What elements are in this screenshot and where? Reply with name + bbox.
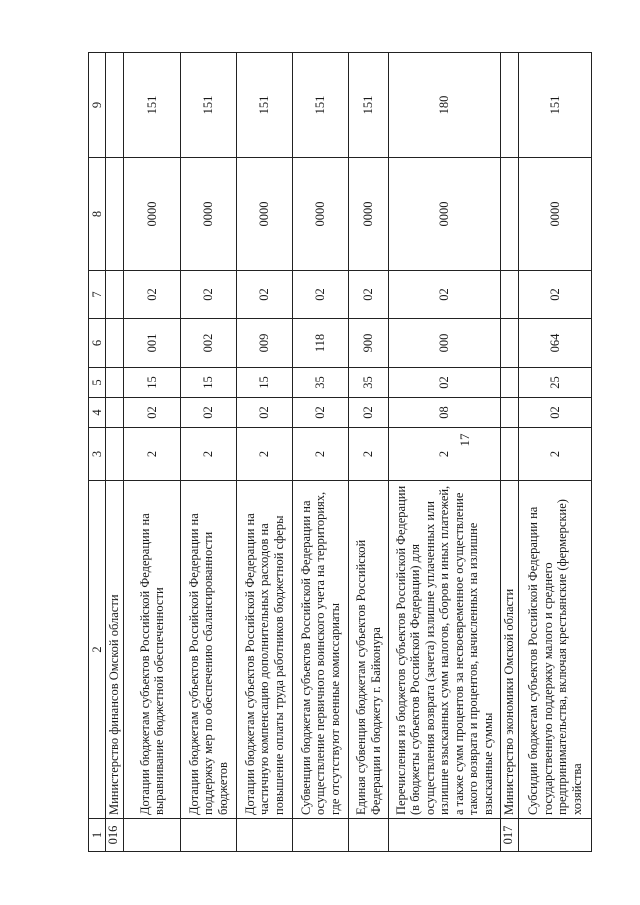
cell-c9: 180 [389, 53, 501, 158]
cell-c3: 2 [237, 428, 293, 481]
cell-c4: 02 [293, 398, 349, 428]
table-row [349, 53, 389, 852]
cell-c5: 02 [389, 368, 501, 398]
table-row [389, 53, 501, 852]
cell-c7: 02 [389, 271, 501, 319]
col-header-1: 1 [89, 819, 106, 852]
cell-c6: 001 [124, 319, 181, 368]
cell-c4: 02 [349, 398, 389, 428]
table-row [124, 53, 181, 852]
cell-c7: 02 [237, 271, 293, 319]
budget-classification-table [88, 52, 592, 852]
section-code: 016 [106, 819, 124, 852]
cell-c7: 02 [519, 271, 592, 319]
table-row [181, 53, 237, 852]
row-name: Дотации бюджетам субъектов Российской Федерации на выравнивание бюджетной обеспеченности [124, 481, 181, 819]
col-header-5: 5 [89, 368, 106, 398]
row-name: Субвенции бюджетам субъектов Российской Федерации на осуществление первичного воинского учета на территориях, где отсутствуют военные комиссариаты [293, 481, 349, 819]
cell-c8: 0000 [519, 158, 592, 271]
cell-c3: 2 [389, 428, 501, 481]
cell-c9: 151 [519, 53, 592, 158]
cell-c4: 08 [389, 398, 501, 428]
col-header-6: 6 [89, 319, 106, 368]
cell-c8: 0000 [293, 158, 349, 271]
cell-c4: 02 [124, 398, 181, 428]
cell-c9: 151 [237, 53, 293, 158]
page-number: 17 [457, 433, 472, 447]
cell-c4: 02 [237, 398, 293, 428]
row-name: Единая субвенция бюджетам субъектов Российской Федерации и бюджету г. Байконура [349, 481, 389, 819]
row-name: Субсидии бюджетам субъектов Российской Федерации на государственную поддержку малого и среднего предпринимательства, включая крестьянские (фермерские) хозяйства [519, 481, 592, 819]
cell-c8: 0000 [181, 158, 237, 271]
cell-c4: 02 [181, 398, 237, 428]
table-row [237, 53, 293, 852]
cell-c6: 900 [349, 319, 389, 368]
cell-c6: 000 [389, 319, 501, 368]
row-name: Дотации бюджетам субъектов Российской Федерации на частичную компенсацию дополнительных расходов на повышение оплаты труда работников бюджетной сферы [237, 481, 293, 819]
cell-c5: 25 [519, 368, 592, 398]
cell-c9: 151 [293, 53, 349, 158]
section-title: Министерство экономики Омской области [501, 481, 519, 819]
col-header-4: 4 [89, 398, 106, 428]
section-row [501, 53, 519, 852]
col-header-2: 2 [89, 481, 106, 819]
cell-c5: 15 [181, 368, 237, 398]
cell-c3: 2 [181, 428, 237, 481]
cell-c3: 2 [124, 428, 181, 481]
cell-c8: 0000 [237, 158, 293, 271]
row-name: Перечисления из бюджетов субъектов Российской Федерации (в бюджеты субъектов Российской Федерации) для осуществления возврата (зачета) излишне уплаченных или излишне взысканных сумм налогов, сборов и иных платежей, а также сумм процентов за несвоевременное осуществление такого возврата и процентов, начисленных на излишне взысканные суммы [389, 481, 501, 819]
cell-c4: 02 [519, 398, 592, 428]
cell-c8: 0000 [389, 158, 501, 271]
cell-c5: 15 [237, 368, 293, 398]
cell-c3: 2 [519, 428, 592, 481]
cell-c6: 002 [181, 319, 237, 368]
cell-c5: 35 [349, 368, 389, 398]
cell-c3: 2 [349, 428, 389, 481]
section-row [106, 53, 124, 852]
cell-c7: 02 [181, 271, 237, 319]
cell-c3: 2 [293, 428, 349, 481]
cell-c8: 0000 [349, 158, 389, 271]
col-header-3: 3 [89, 428, 106, 481]
cell-c7: 02 [349, 271, 389, 319]
cell-c9: 151 [349, 53, 389, 158]
col-header-8: 8 [89, 158, 106, 271]
cell-c7: 02 [293, 271, 349, 319]
cell-c9: 151 [124, 53, 181, 158]
table-row [293, 53, 349, 852]
cell-c8: 0000 [124, 158, 181, 271]
column-number-header [89, 53, 106, 852]
col-header-7: 7 [89, 271, 106, 319]
col-header-9: 9 [89, 53, 106, 158]
cell-c9: 151 [181, 53, 237, 158]
cell-c6: 009 [237, 319, 293, 368]
rotated-table-wrapper [88, 53, 584, 852]
cell-c6: 064 [519, 319, 592, 368]
cell-c6: 118 [293, 319, 349, 368]
section-code: 017 [501, 819, 519, 852]
table-row [519, 53, 592, 852]
cell-c7: 02 [124, 271, 181, 319]
row-name: Дотации бюджетам субъектов Российской Федерации на поддержку мер по обеспечению сбалансированности бюджетов [181, 481, 237, 819]
cell-c5: 15 [124, 368, 181, 398]
section-title: Министерство финансов Омской области [106, 481, 124, 819]
cell-c5: 35 [293, 368, 349, 398]
